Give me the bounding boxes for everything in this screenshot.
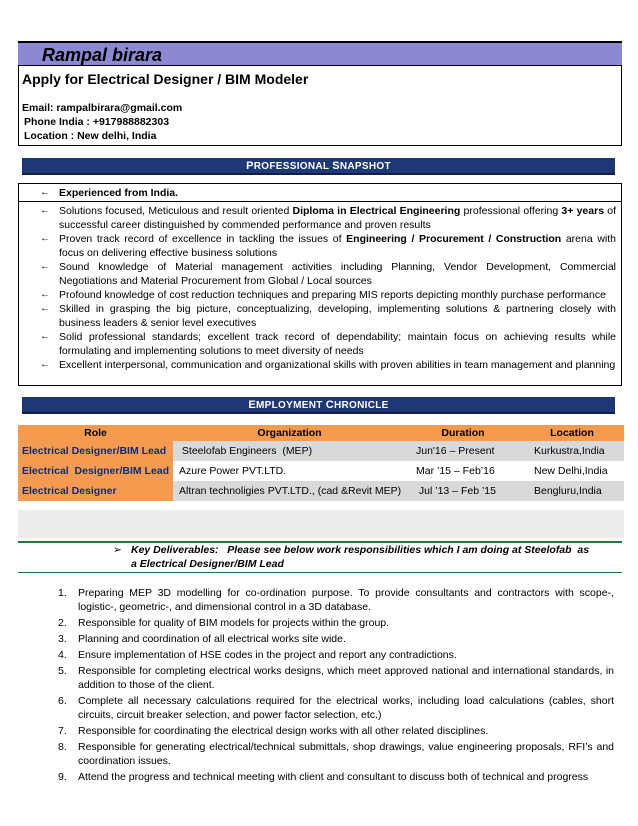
item-number: 9. [58,771,67,783]
employment-table [18,425,624,501]
left-arrow-icon: ← [40,233,50,244]
bullet-text: professional offering [460,205,562,217]
list-item [58,724,614,738]
item-number: 6. [58,695,67,707]
item-text: Preparing MEP 3D modelling for co-ordination purpose. To provide consultants and contractors with scope-, logistic-, geometric-, and dimensional control in a 3D database. [78,587,614,613]
item-text: Responsible for completing electrical works designs, which meet approved national and international standards, in addition to those of the client. [78,665,614,691]
section-professional-snapshot [22,158,615,175]
item-number: 8. [58,741,67,753]
bullet-bold: Diploma in Electrical Engineering [292,205,461,217]
candidate-name: Rampal birara [42,45,163,65]
bullet-text: Excellent interpersonal, communication and organizational skills with proven abilities in team management and planning [59,359,616,371]
left-arrow-icon: ← [40,261,50,272]
bullet-text: Solid professional standards; excellent track record of dependability; maintain focus on achieving results while formulating and implementing solutions to meet diversity of needs [59,331,616,357]
bullet-text: Skilled in grasping the big picture, conceptualizing, developing, implementing solutions & partnering closely with business leaders & senior level executives [59,303,616,329]
list-item [58,740,614,768]
column-header: Duration [441,427,485,439]
cell-location: Bengluru,India [520,481,624,501]
table-row [18,441,624,461]
cell-role: Electrical Designer [18,481,173,501]
list-item [40,288,616,302]
item-number: 7. [58,725,67,737]
bullet-text: Solutions focused, Meticulous and result oriented [59,205,293,217]
cell-location: New Delhi,India [520,461,624,481]
snapshot-list [40,186,616,372]
table-row [18,461,624,481]
list-item [58,616,614,630]
left-arrow-icon: ← [40,289,50,300]
column-header: Role [84,427,107,439]
list-item [40,232,616,260]
key-deliverables [113,543,593,571]
list-item [58,648,614,662]
item-text: Responsible for coordinating the electrical design works with all other related disciplines. [78,725,489,737]
bullet-text: Proven track record of excellence in tackling the issues of [59,233,347,245]
item-number: 1. [58,587,67,599]
cell-duration: Jul ’13 – Feb ’15 [406,481,520,501]
item-number: 5. [58,665,67,677]
apply-title: Apply for Electrical Designer / BIM Modeler [22,71,309,87]
list-item [58,632,614,646]
section-cap: S [332,160,340,172]
location: Location : New delhi, India [24,130,157,142]
cell-role: Electrical Designer/BIM Lead [18,461,173,481]
section-cap: C [325,399,334,411]
list-item [40,260,616,288]
item-number: 2. [58,617,67,629]
section-cap: E [248,399,257,411]
divider [18,572,622,573]
cell-org: Altran technoligies PVT.LTD., (cad &Revit MEP) [173,481,406,501]
list-item [40,186,616,200]
table-row [18,481,624,501]
cell-duration: Jun'16 – Present [406,441,520,461]
email: Email: rampalbirara@gmail.com [22,102,183,114]
section-cap: P [246,160,254,172]
section-text: HRONICLE [333,400,389,411]
column-header: Location [550,427,594,439]
list-item [58,586,614,614]
list-item [40,358,616,372]
cell-location: Kurkustra,India [520,441,624,461]
bullet-bold: 3+ years [561,205,605,217]
table-header-row [18,425,624,441]
bullet-text: Experienced from India. [59,187,179,199]
list-item [40,302,616,330]
cell-duration: Mar ’15 – Feb’16 [406,461,520,481]
key-deliverables-text: Key Deliverables: Please see below work responsibilities which I am doing at Steelofab as a Electrical Designer/BIM Lead [131,544,592,570]
table-footer-strip [18,510,624,538]
item-text: Complete all necessary calculations required for the electrical works, including load calculations (cables, short circuits, circuit breaker selection, and power factor selection, etc.) [78,695,614,721]
left-arrow-icon: ← [40,359,50,370]
phone: Phone India : +917988882303 [24,116,170,128]
item-number: 4. [58,649,67,661]
left-arrow-icon: ← [40,303,50,314]
contact-block [22,101,182,143]
bullet-text: Sound knowledge of Material management activities including Planning, Vendor Development, Commercial Negotiations and Material Procurement from Global / Local sources [59,261,616,287]
section-text: MPLOYMENT [256,400,326,411]
bullet-bold: Engineering / Procurement / Construction [346,233,562,245]
responsibilities-list [58,586,614,786]
left-arrow-icon: ← [40,205,50,216]
cell-role: Electrical Designer/BIM Lead [18,441,173,461]
item-text: Attend the progress and technical meeting with client and consultant to discuss both of technical and progress [78,771,589,783]
item-text: Planning and coordination of all electrical works site wide. [78,633,346,645]
bullet-text: of successful career distinguished by commended performance and proven results [59,205,617,231]
section-text: NAPSHOT [339,161,391,172]
left-arrow-icon: ← [40,187,50,198]
list-item [40,204,616,232]
section-employment-chronicle [22,397,615,414]
list-item [58,770,614,784]
list-item [58,664,614,692]
cell-org: Azure Power PVT.LTD. [173,461,406,481]
cell-org: Steelofab Engineers (MEP) [173,441,406,461]
item-text: Responsible for quality of BIM models for projects within the group. [78,617,390,629]
right-arrow-bullet-icon: ➢ [113,544,122,556]
item-text: Responsible for generating electrical/technical submittals, shop drawings, value engineering proposals, RFI’s and coordination issues. [78,741,614,767]
bullet-text: Profound knowledge of cost reduction techniques and preparing MIS reports depicting monthly purchase performance [59,289,606,301]
item-number: 3. [58,633,67,645]
item-text: Ensure implementation of HSE codes in the project and report any contradictions. [78,649,457,661]
list-item [40,330,616,358]
section-text: ROFESSIONAL [253,161,333,172]
bullet-text: arena with focus on delivering effective business solutions [59,233,616,259]
left-arrow-icon: ← [40,331,50,342]
column-header: Organization [257,427,322,439]
list-item [58,694,614,722]
